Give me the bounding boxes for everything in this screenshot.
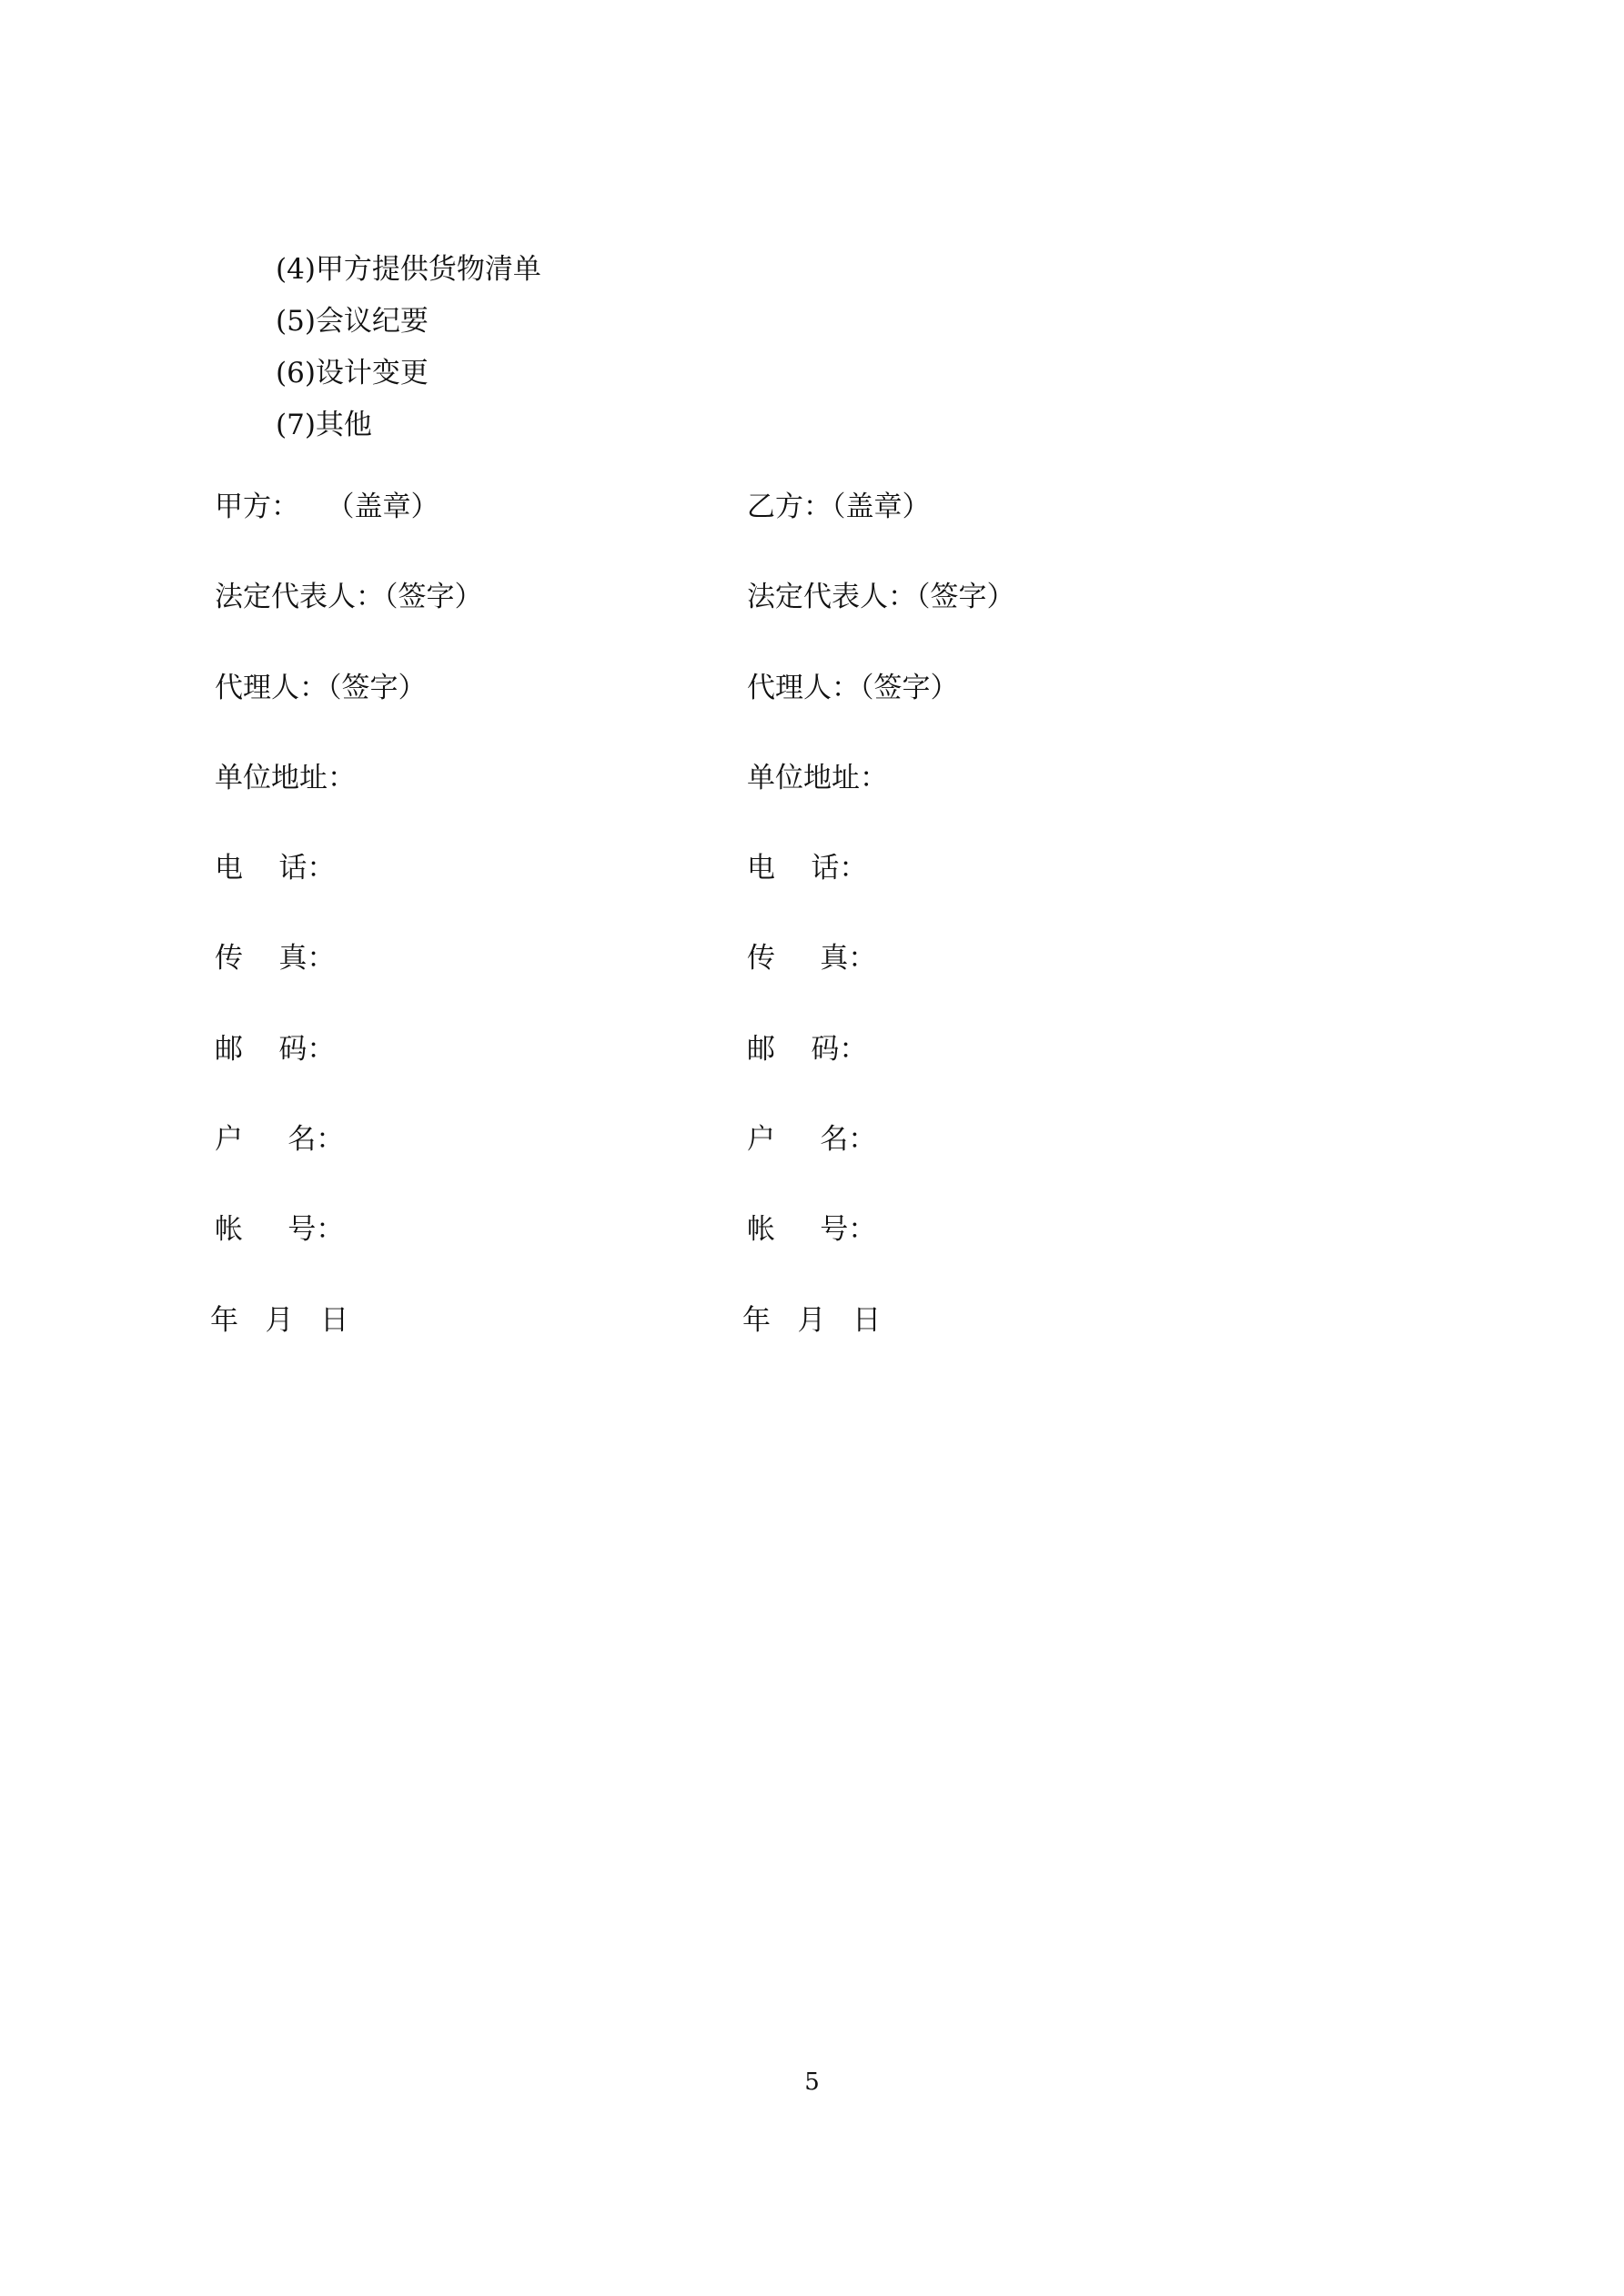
party-a-agent: 代理人：（签字） — [215, 671, 427, 704]
page-number: 5 — [804, 2068, 820, 2096]
party-b-account-name: 户 名： — [747, 1123, 877, 1157]
party-b-address: 单位地址： — [747, 761, 888, 794]
attachment-item: (4)甲方提供货物清单 — [276, 253, 541, 286]
party-b-agent: 代理人：（签字） — [747, 671, 959, 704]
party-a-account-no: 帐 号： — [215, 1213, 345, 1247]
party-b-signature-block — [742, 479, 1329, 1382]
party-a-legal-rep: 法定代表人：（签字） — [215, 581, 483, 614]
party-a-account-name: 户 名： — [215, 1123, 345, 1157]
party-b-seal: 乙方：（盖章） — [747, 491, 931, 523]
attachment-list — [276, 244, 541, 451]
party-b-account-no: 帐 号： — [747, 1213, 877, 1247]
party-a-fax: 传 真： — [215, 942, 336, 976]
party-b-legal-rep: 法定代表人：（签字） — [747, 581, 1015, 614]
party-b-phone: 电 话： — [747, 852, 868, 885]
party-a-signature-block — [210, 479, 797, 1382]
attachment-item: (5)会议纪要 — [276, 305, 429, 338]
party-a-seal: 甲方： （盖章） — [215, 491, 439, 523]
attachment-item: (6)设计变更 — [276, 357, 429, 389]
attachment-item: (7)其他 — [276, 409, 372, 441]
party-a-postcode: 邮 码： — [215, 1032, 336, 1066]
party-b-postcode: 邮 码： — [747, 1032, 868, 1066]
party-a-phone: 电 话： — [215, 852, 336, 885]
party-a-address: 单位地址： — [215, 761, 356, 794]
party-b-date: 年 月 日 — [742, 1303, 882, 1337]
party-a-date: 年 月 日 — [210, 1303, 349, 1337]
party-b-fax: 传 真： — [747, 942, 877, 976]
